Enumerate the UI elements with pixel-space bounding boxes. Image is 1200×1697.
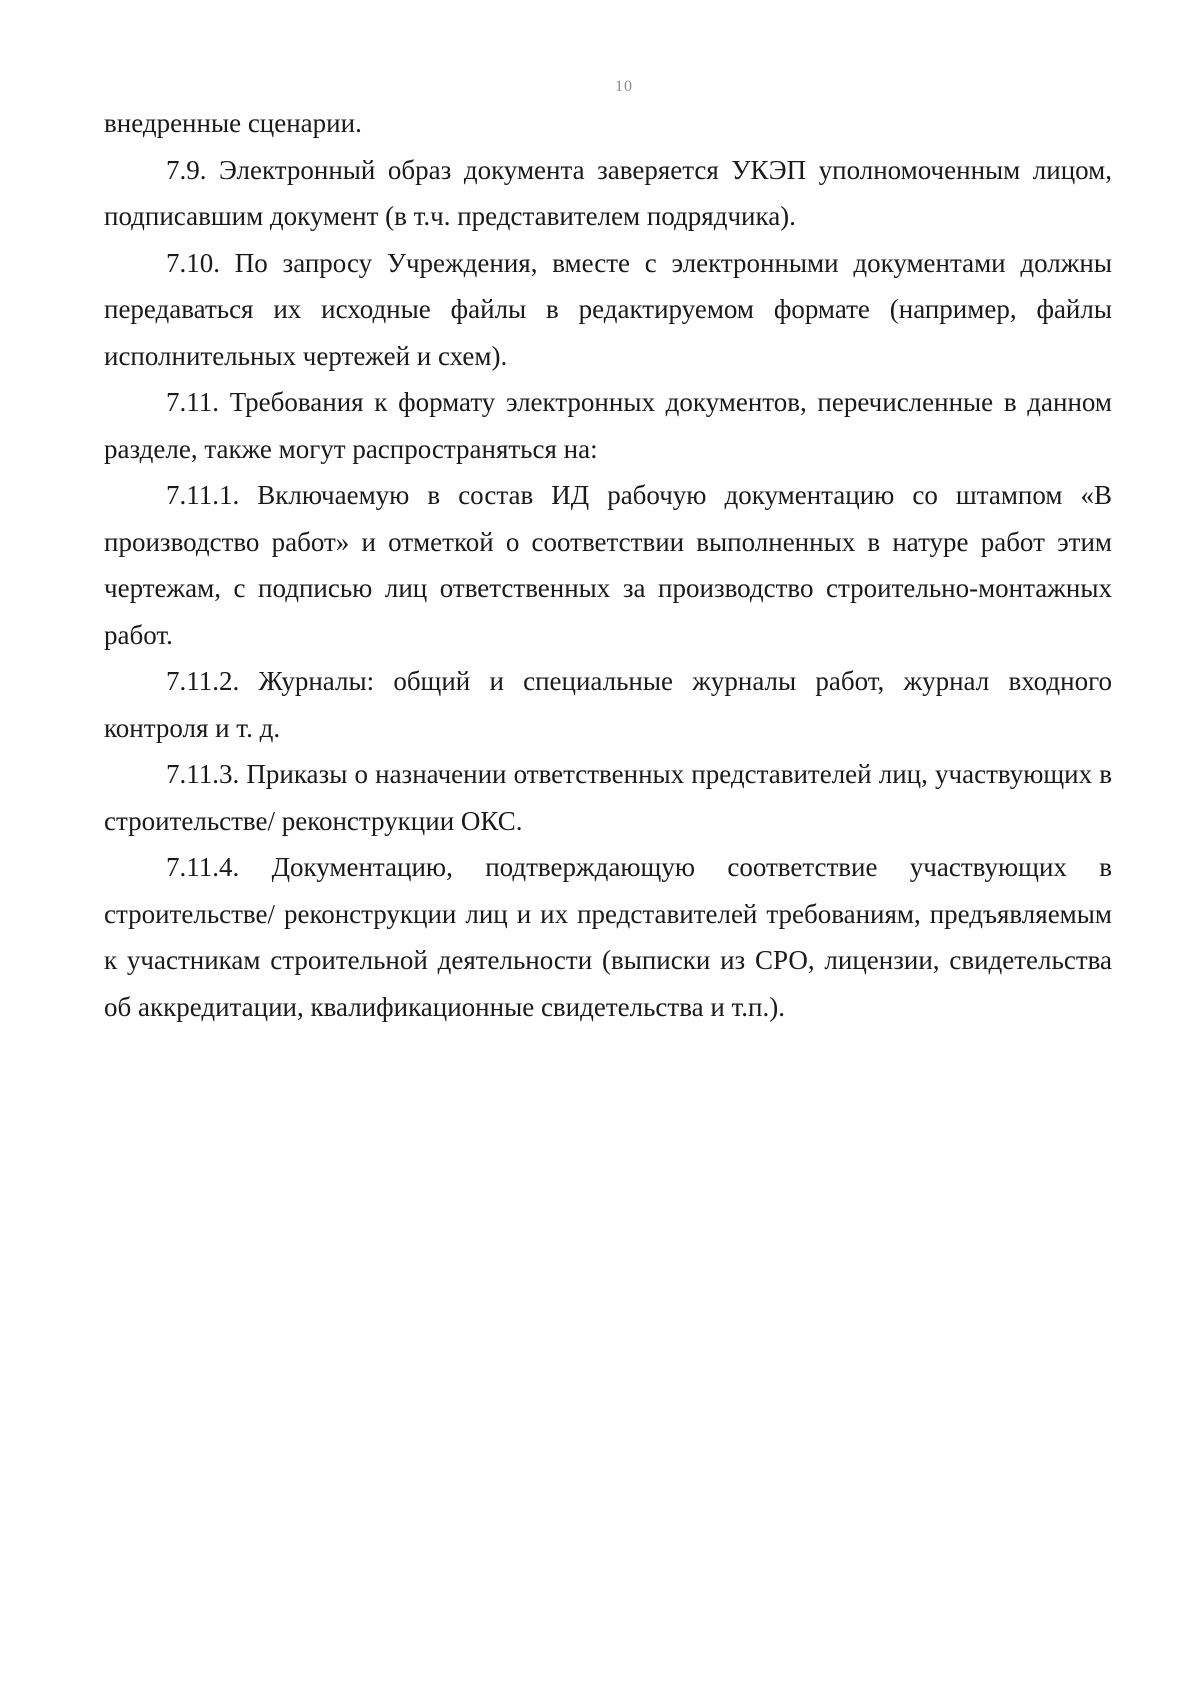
paragraph-7-11-3: 7.11.3. Приказы о назначении ответственных представителей лиц, участвующих в строительстве/ реконструкции ОКС. bbox=[104, 759, 1112, 836]
paragraph-7-9: 7.9. Электронный образ документа заверяется УКЭП уполномоченным лицом, подписавшим документ (в т.ч. представителем подрядчика). bbox=[104, 154, 1112, 231]
paragraph-7-11-1: 7.11.1. Включаемую в состав ИД рабочую документацию со штампом «В производство работ» и отметкой о соответствии выполненных в натуре работ этим чертежам, с подписью лиц ответственных за производство строительно-монтажных работ. bbox=[104, 480, 1112, 650]
paragraph-7-11-4: 7.11.4. Документацию, подтверждающую соответствие участвующих в строительстве/ реконструкции лиц и их представителей требованиям, предъявляемым к участникам строительной деятельности (выписки из СРО, лицензии, свидетельства об аккредитации, квалификационные свидетельства и т.п.). bbox=[104, 852, 1112, 1022]
paragraph-continuation: внедренные сценарии. bbox=[104, 108, 362, 138]
paragraph-7-10: 7.10. По запросу Учреждения, вместе с электронными документами должны передаваться их исходные файлы в редактируемом формате (например, файлы исполнительных чертежей и схем). bbox=[104, 247, 1112, 371]
paragraph-7-11: 7.11. Требования к формату электронных документов, перечисленные в данном разделе, также могут распространяться на: bbox=[104, 387, 1112, 464]
page-number: 10 bbox=[615, 78, 633, 95]
paragraph-7-11-2: 7.11.2. Журналы: общий и специальные журналы работ, журнал входного контроля и т. д. bbox=[104, 666, 1112, 743]
document-body bbox=[104, 100, 1112, 1030]
